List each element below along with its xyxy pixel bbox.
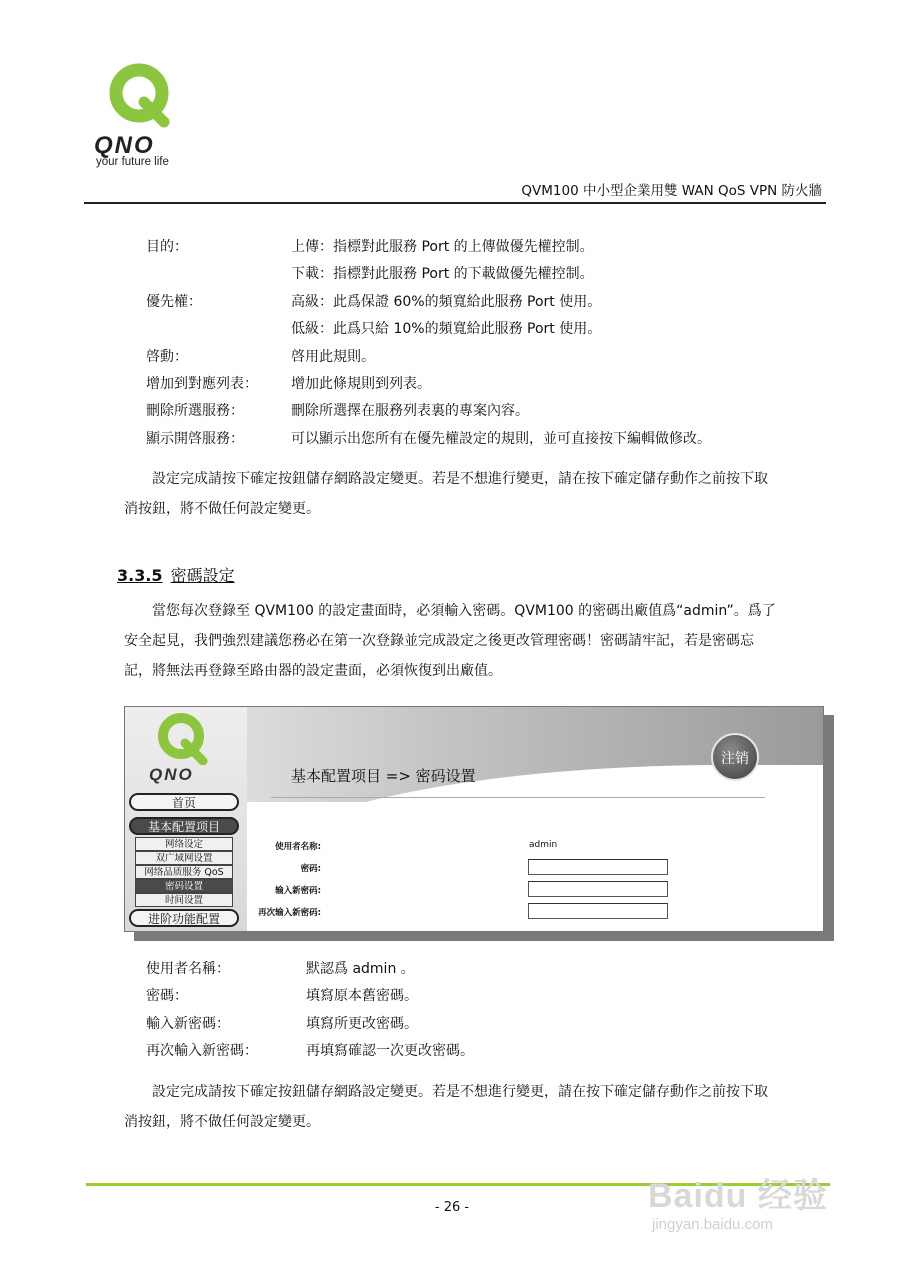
definition-term: 優先權： [146, 293, 202, 310]
qno-q-logo-icon [108, 62, 174, 128]
nav-advanced-config-button[interactable]: 进阶功能配置 [129, 909, 239, 927]
subnav-password[interactable]: 密码设置 [135, 879, 233, 893]
qno-logo [92, 62, 192, 172]
definition-desc: 下載：指標對此服務 Port 的下載做優先權控制。 [291, 266, 594, 283]
password-input[interactable] [528, 859, 668, 875]
subnav-dual-wan[interactable]: 双广域网设置 [135, 851, 233, 865]
page-number: - 26 - [434, 1200, 470, 1215]
section-number: 3.3.5 [117, 566, 163, 585]
save-instructions-paragraph [124, 464, 824, 524]
watermark-url: jingyan.baidu.com [652, 1216, 773, 1233]
definition-desc: 高級：此爲保證 60%的頻寬給此服務 Port 使用。 [291, 293, 602, 310]
definition-desc: 低級：此爲只給 10%的頻寬給此服務 Port 使用。 [291, 321, 602, 338]
field-desc: 填寫所更改密碼。 [306, 1015, 418, 1032]
section-heading [117, 563, 235, 586]
definition-desc: 刪除所選擇在服務列表裏的專案內容。 [291, 403, 529, 420]
header-divider [84, 202, 826, 204]
save-instructions-paragraph-2 [124, 1077, 824, 1137]
field-term: 輸入新密碼： [146, 1015, 230, 1032]
definition-term: 刪除所選服務： [146, 403, 244, 420]
password-intro-paragraph [124, 596, 824, 686]
field-term: 密碼： [146, 988, 188, 1005]
new-password-input[interactable] [528, 881, 668, 897]
screenshot-title-divider [271, 797, 765, 798]
new-password-label: 输入新密码: [275, 886, 321, 896]
section-title: 密碼設定 [170, 566, 235, 585]
definition-term: 目的： [146, 239, 188, 255]
paragraph-line: 設定完成請按下確定按鈕儲存網路設定變更。若是不想進行變更，請在按下確定儲存動作之前按下取 [152, 471, 768, 487]
nav-basic-config-button[interactable]: 基本配置项目 [129, 817, 239, 835]
logo-tagline: your future life [96, 156, 169, 168]
paragraph-line: 安全起見，我們強烈建議您務必在第一次登錄並完成設定之後更改管理密碼！密碼請牢記，若是密碼忘 [124, 633, 754, 649]
paragraph-line: 消按鈕，將不做任何設定變更。 [124, 501, 320, 517]
definition-desc: 上傳：指標對此服務 Port 的上傳做優先權控制。 [291, 239, 594, 255]
confirm-password-input[interactable] [528, 903, 668, 919]
definition-term: 增加到對應列表： [146, 375, 258, 392]
username-label: 使用者名称: [275, 842, 321, 852]
definition-desc: 可以顯示出您所有在優先權設定的規則，並可直接按下編輯做修改。 [291, 430, 711, 447]
field-desc: 默認爲 admin 。 [306, 961, 415, 977]
document-title: QVM100 中小型企業用雙 WAN QoS VPN 防火牆 [521, 183, 822, 199]
logo-wordmark: QNO [94, 132, 155, 159]
paragraph-line: 記，將無法再登錄至路由器的設定畫面，必須恢復到出廠值。 [124, 663, 502, 679]
definition-term: 顯示開啓服務： [146, 430, 244, 447]
router-ui-screenshot [124, 706, 824, 932]
logout-button[interactable]: 注销 [711, 733, 759, 781]
field-term: 使用者名稱： [146, 961, 230, 977]
field-term: 再次輸入新密碼： [146, 1043, 258, 1060]
confirm-password-label: 再次输入新密码: [258, 908, 321, 918]
subnav-time[interactable]: 时间设置 [135, 893, 233, 907]
screenshot-q-logo-icon [155, 711, 211, 765]
screenshot-logo-wordmark: QNO [149, 765, 194, 784]
paragraph-line: 消按鈕，將不做任何設定變更。 [124, 1114, 320, 1130]
definition-desc: 增加此條規則到列表。 [291, 375, 431, 392]
definition-desc: 啓用此規則。 [291, 348, 375, 365]
definition-term: 啓動： [146, 348, 188, 365]
paragraph-line: 設定完成請按下確定按鈕儲存網路設定變更。若是不想進行變更，請在按下確定儲存動作之前按下取 [152, 1084, 768, 1100]
baidu-watermark [640, 1160, 870, 1250]
nav-home-button[interactable]: 首页 [129, 793, 239, 811]
watermark-text: Baidu 经验 [648, 1177, 828, 1215]
password-label: 密码: [300, 864, 321, 874]
username-value: admin [529, 840, 558, 850]
field-desc: 再填寫確認一次更改密碼。 [306, 1043, 474, 1060]
subnav-qos[interactable]: 网络品质服务 QoS [135, 865, 233, 879]
screenshot-page-title: 基本配置项目 => 密码设置 [291, 767, 476, 785]
field-desc: 填寫原本舊密碼。 [306, 988, 418, 1005]
subnav-network-settings[interactable]: 网络设定 [135, 837, 233, 851]
paragraph-line: 當您每次登錄至 QVM100 的設定畫面時，必須輸入密碼。QVM100 的密碼出廠值爲“admin”。爲了 [152, 603, 776, 619]
